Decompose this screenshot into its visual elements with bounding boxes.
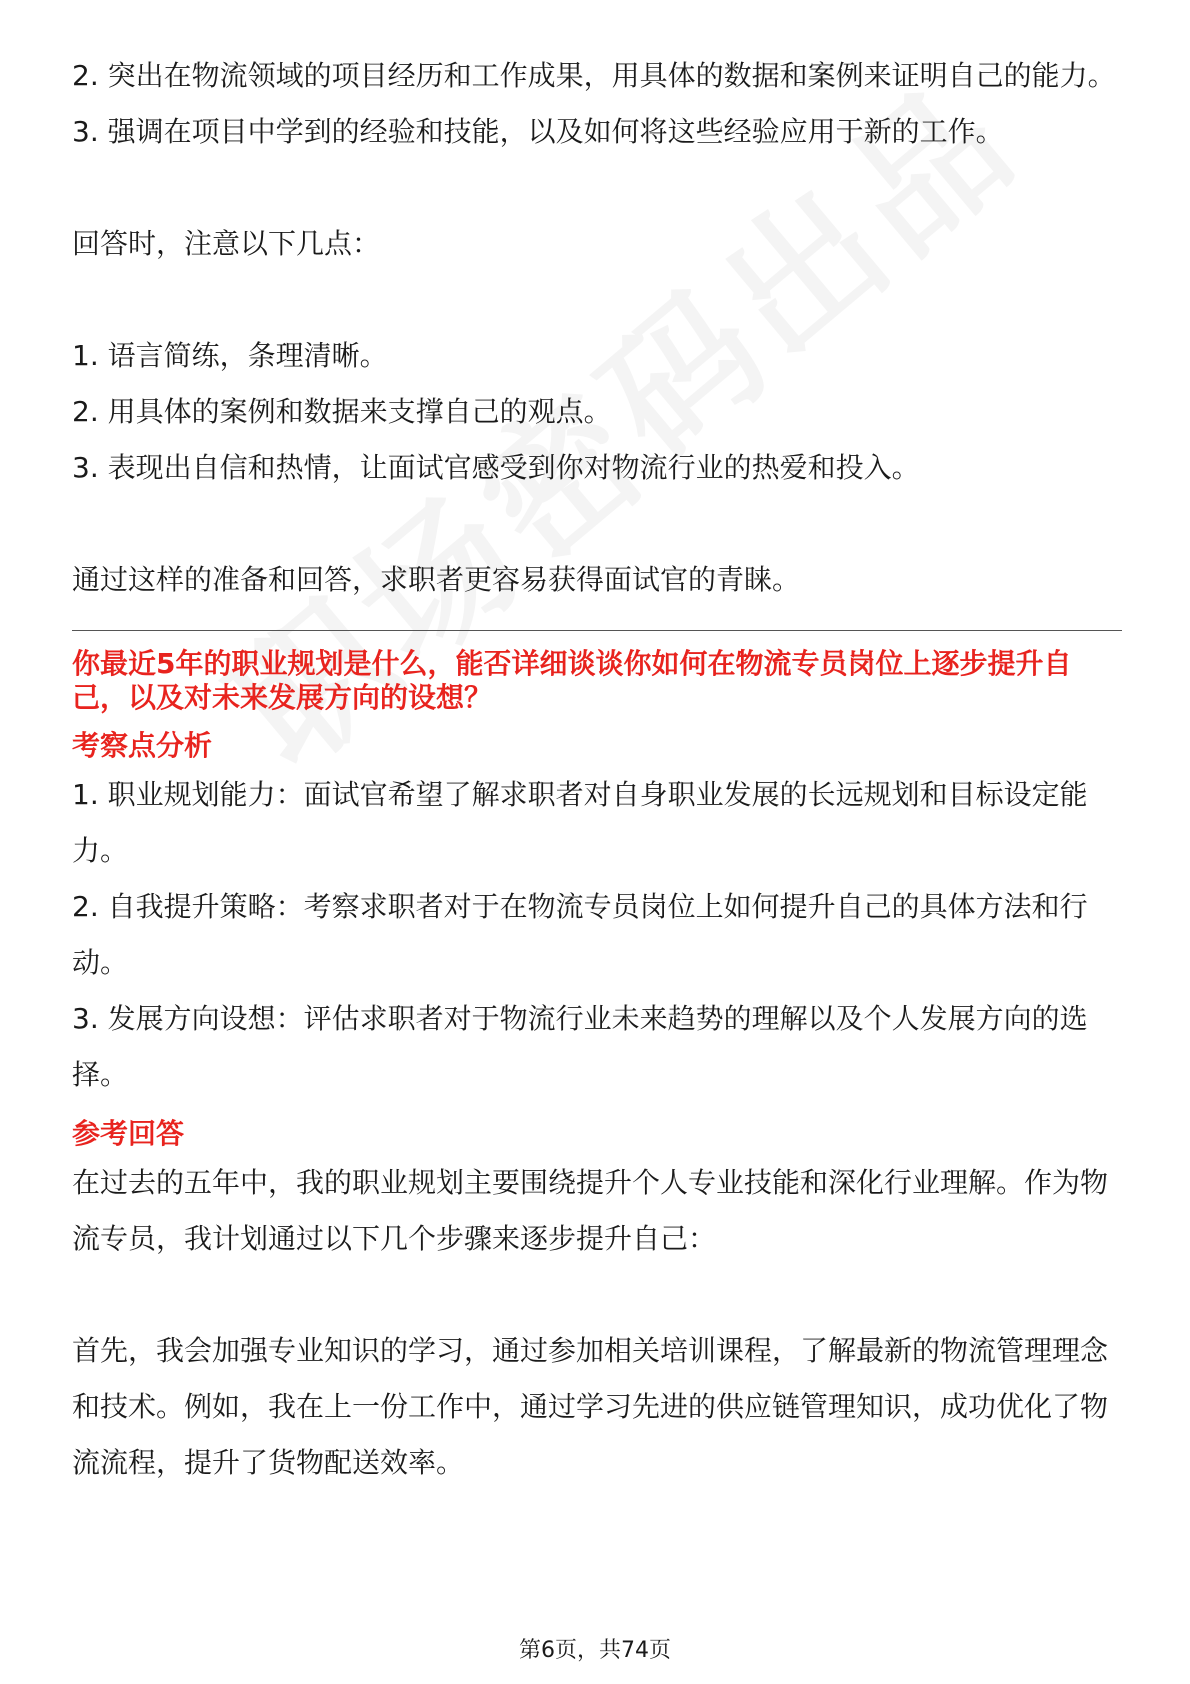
analysis-item-3: 3. 发展方向设想：评估求职者对于物流行业未来趋势的理解以及个人发展方向的选择。 [72, 1002, 1088, 1091]
analysis-item-2: 2. 自我提升策略：考察求职者对于在物流专员岗位上如何提升自己的具体方法和行动。 [72, 890, 1088, 979]
paragraph-prep-item-3: 3. 强调在项目中学到的经验和技能，以及如何将这些经验应用于新的工作。 [72, 115, 1004, 148]
conclusion-paragraph: 通过这样的准备和回答，求职者更容易获得面试官的青睐。 [72, 563, 801, 596]
page-number: 第6页，共74页 [519, 1638, 671, 1663]
page-content [72, 48, 1122, 1491]
spacer [72, 272, 1122, 328]
notes-item-2: 2. 用具体的案例和数据来支撑自己的观点。 [72, 395, 612, 428]
paragraph-prep-item-2: 2. 突出在物流领域的项目经历和工作成果，用具体的数据和案例来证明自己的能力。 [72, 59, 1116, 92]
answer-paragraph-1: 在过去的五年中，我的职业规划主要围绕提升个人专业技能和深化行业理解。作为物流专员，我计划通过以下几个步骤来逐步提升自己： [72, 1166, 1109, 1255]
spacer [72, 160, 1122, 216]
spacer [72, 496, 1122, 552]
answer-heading: 参考回答 [72, 1117, 185, 1150]
spacer [72, 1267, 1122, 1323]
notes-intro: 回答时，注意以下几点： [72, 227, 381, 260]
answer-paragraph-2: 首先，我会加强专业知识的学习，通过参加相关培训课程，了解最新的物流管理理念和技术。例如，我在上一份工作中，通过学习先进的供应链管理知识，成功优化了物流流程，提升了货物配送效率。 [72, 1334, 1109, 1479]
analysis-heading: 考察点分析 [72, 729, 213, 762]
section-divider [72, 630, 1122, 631]
notes-item-3: 3. 表现出自信和热情，让面试官感受到你对物流行业的热爱和投入。 [72, 451, 920, 484]
notes-item-1: 1. 语言简练，条理清晰。 [72, 339, 388, 372]
analysis-item-1: 1. 职业规划能力：面试官希望了解求职者对自身职业发展的长远规划和目标设定能力。 [72, 778, 1088, 867]
interview-question: 你最近5年的职业规划是什么，能否详细谈谈你如何在物流专员岗位上逐步提升自己，以及对未来发展方向的设想？ [72, 647, 1072, 714]
